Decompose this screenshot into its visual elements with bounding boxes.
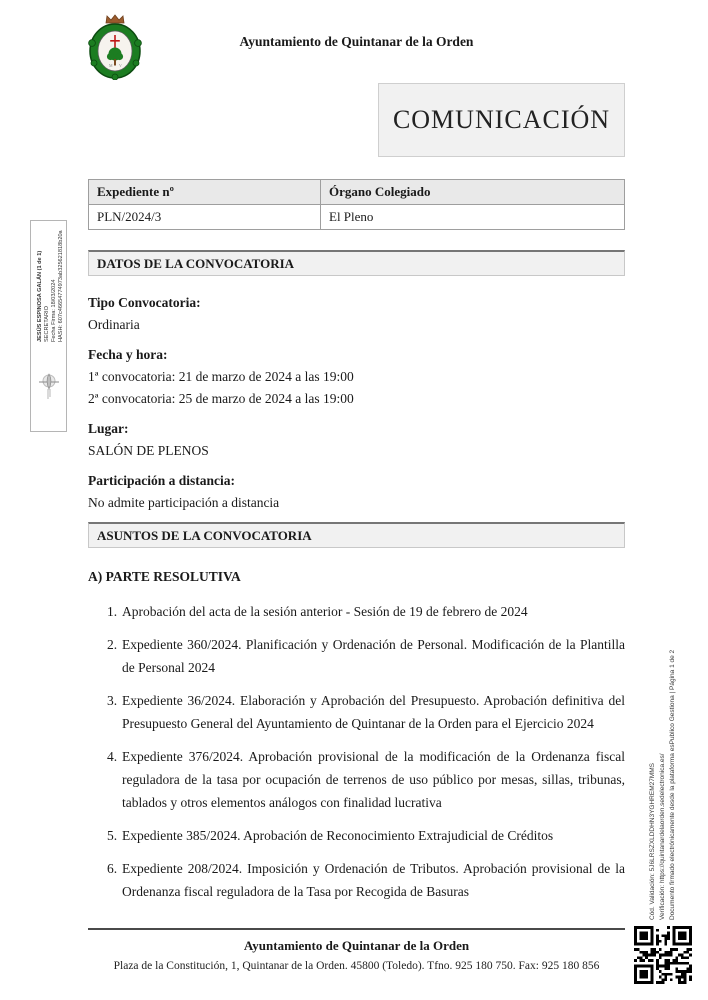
doc-type-box xyxy=(378,83,625,157)
signer-name: JESÚS ESPINOSA GALÁN (1 de 1) xyxy=(37,250,43,342)
field-value: No admite participación a distancia xyxy=(88,495,280,510)
field-label: Tipo Convocatoria: xyxy=(88,295,201,310)
signature-stamp-text xyxy=(37,230,65,342)
agenda-item-text: Expediente 360/2024. Planificación y Ordenación de Personal. Modificación de la Plantilla de Personal 2024 xyxy=(122,637,625,675)
agenda-item xyxy=(88,824,625,847)
agenda-item-number: 4. xyxy=(107,749,118,764)
agenda-item-number: 1. xyxy=(107,604,118,619)
agenda-item-text: Expediente 385/2024. Aprobación de Reconocimiento Extrajudicial de Créditos xyxy=(122,828,554,843)
footer-divider xyxy=(88,928,625,930)
agenda-item xyxy=(88,633,625,679)
section-datos-convocatoria: DATOS DE LA CONVOCATORIA xyxy=(88,250,625,276)
footer-org-name: Ayuntamiento de Quintanar de la Orden xyxy=(243,938,470,953)
agenda-item-text: Expediente 36/2024. Elaboración y Aprobación del Presupuesto. Aprobación definitiva del Presupuesto General del Ayuntamiento de Quintanar de la Orden para el Ejercicio 2024 xyxy=(122,693,625,731)
platform-page-note: Documento firmado electrónicamente desde la plataforma esPublico Gestiona | Página 1 de 2 xyxy=(669,649,676,920)
field-label: Fecha y hora: xyxy=(88,347,168,362)
field-label: Participación a distancia: xyxy=(88,473,235,488)
verification-url: Verificación: https://quintanardelaorden.sedelectronica.es/ xyxy=(659,753,666,920)
signature-date: Fecha Firma: 18/03/2024 xyxy=(50,279,57,342)
field-value: SALÓN DE PLENOS xyxy=(88,443,209,458)
agenda-item xyxy=(88,745,625,814)
signature-hash: HASH: 607c46654774973ab325621818b20a xyxy=(57,230,64,342)
svg-text:M: M xyxy=(109,63,113,68)
expediente-table-header-row xyxy=(89,180,625,205)
validation-code: Cód. Validación: 5J6LRSZXLDDHN3YGHREM27MMS xyxy=(649,762,656,920)
doc-type-label: COMUNICACIÓN xyxy=(392,105,611,134)
expediente-header-cell: Expediente nº xyxy=(89,180,321,205)
qr-code xyxy=(634,926,692,984)
validation-sidebar-text xyxy=(648,575,680,920)
convocatoria-details xyxy=(88,292,625,522)
agenda-item-number: 5. xyxy=(107,828,118,843)
organo-value-cell: El Pleno xyxy=(321,205,625,230)
agenda-item-text: Expediente 376/2024. Aprobación provisional de la modificación de la Ordenanza fiscal reguladora de la tasa por ocupación de terrenos de uso público por mesas, sillas, tribunas, tablados y otros elementos análogos con finalidad lucrativa xyxy=(122,749,625,810)
signature-scribble-icon xyxy=(37,369,61,403)
field-participacion-distancia xyxy=(88,470,625,514)
organo-header-cell: Órgano Colegiado xyxy=(321,180,625,205)
agenda-item-number: 2. xyxy=(107,637,118,652)
agenda-item xyxy=(88,689,625,735)
field-tipo-convocatoria xyxy=(88,292,625,336)
agenda-item-text: Aprobación del acta de la sesión anterior - Sesión de 19 de febrero de 2024 xyxy=(122,604,528,619)
field-value: Ordinaria xyxy=(88,317,140,332)
agenda-item xyxy=(88,600,625,623)
signer-role: SECRETARIO xyxy=(43,306,50,342)
footer-address: Plaza de la Constitución, 1, Quintanar de la Orden. 45800 (Toledo). Tfno. 925 180 750. Fax: 925 180 856 xyxy=(113,960,600,972)
section-asuntos-convocatoria: ASUNTOS DE LA CONVOCATORIA xyxy=(88,522,625,548)
field-fecha-hora xyxy=(88,344,625,410)
expediente-table-value-row xyxy=(89,205,625,230)
part-resolutiva-heading: A) PARTE RESOLUTIVA xyxy=(88,569,241,584)
agenda-list xyxy=(88,566,625,913)
svg-text:V: V xyxy=(119,63,122,68)
expediente-value-cell: PLN/2024/3 xyxy=(89,205,321,230)
expediente-table xyxy=(88,179,625,230)
header-org-name: Ayuntamiento de Quintanar de la Orden xyxy=(239,34,474,49)
field-label: Lugar: xyxy=(88,421,129,436)
field-value: 1ª convocatoria: 21 de marzo de 2024 a las 19:00 xyxy=(88,369,354,384)
agenda-item-text: Expediente 208/2024. Imposición y Ordenación de Tributos. Aprobación provisional de la Ordenanza fiscal reguladora de la Tasa por Recogida de Basuras xyxy=(122,861,625,899)
agenda-item xyxy=(88,857,625,903)
agenda-item-number: 3. xyxy=(107,693,118,708)
field-lugar xyxy=(88,418,625,462)
field-value: 2ª convocatoria: 25 de marzo de 2024 a las 19:00 xyxy=(88,391,354,406)
agenda-item-number: 6. xyxy=(107,861,118,876)
